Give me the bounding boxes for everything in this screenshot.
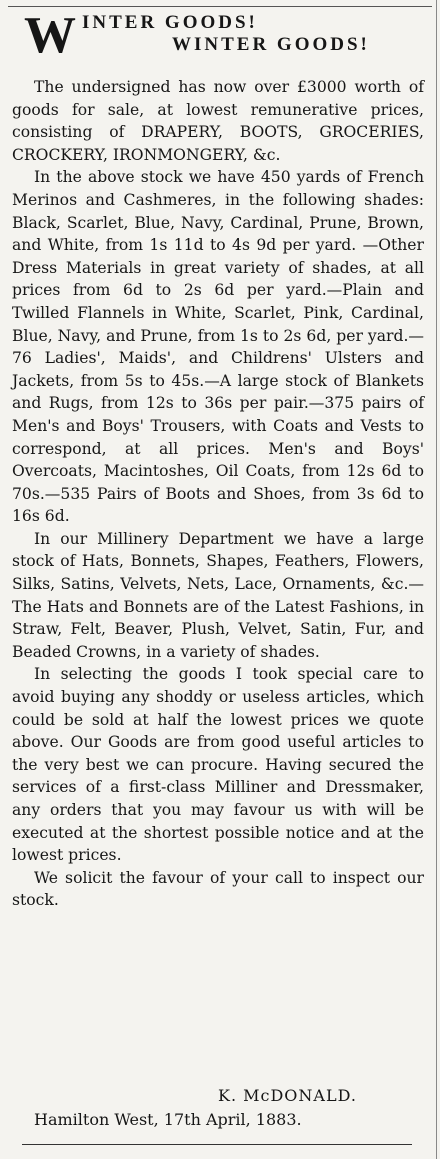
column-rule [436,0,437,1159]
advert-heading [12,4,432,66]
paragraph-stock: In the above stock we have 450 yards of French Merinos and Cashmeres, in the following shades: Black, Scarlet, Blue, Navy, Cardinal, Prune, Brown, and White, from 1s 11d to 4s 9d per yard. —Other Dress Materials in great variety of shades, at all prices from 6d to 2s 6d per yard.—Plain and Twilled Flannels in White, Scarlet, Pink, Cardinal, Blue, Navy, and Prune, from 1s to 2s 6d, per yard.—76 Ladies', Maids', and Childrens' Ulsters and Jackets, from 5s to 45s.—A large stock of Blankets and Rugs, from 12s to 36s per pair.—375 pairs of Men's and Boys' Trousers, with Coats and Vests to correspond, at all prices. Men's and Boys' Overcoats, Macintoshes, Oil Coats, from 12s 6d to 70s.—535 Pairs of Boots and Shoes, from 3s 6d to 16s 6d. [12,168,424,526]
paragraph-millinery: In our Millinery Department we have a large stock of Hats, Bonnets, Shapes, Feathers, Flowers, Silks, Satins, Velvets, Nets, Lace, Ornaments, &c.—The Hats and Bonnets are of the Latest Fashions, in Straw, Felt, Beaver, Plush, Velvet, Satin, Fur, and Beaded Crowns, in a variety of shades. [12,529,424,661]
paragraph-intro: The undersigned has now over £3000 worth of goods for sale, at lowest remunerative prices, consisting of DRAPERY, BOOTS, GROCERIES, CROCKERY, IRONMONGERY, &c. [12,78,424,164]
paragraph-quality: In selecting the goods I took special care to avoid buying any shoddy or useless articles, which could be sold at half the lowest prices we quote above. Our Goods are from good useful articles to the very best we can procure. Having secured the services of a first-class Milliner and Dressmaker, any orders that you may favour us with will be executed at the shortest possible notice and at the lowest prices. [12,665,424,865]
drop-cap: W [24,7,76,64]
advert-body [12,76,424,912]
bottom-rule [22,1144,412,1145]
signature: K. McDONALD. [218,1086,357,1105]
heading-line-2: WINTER GOODS! [172,34,370,55]
paragraph-closing: We solicit the favour of your call to inspect our stock. [12,868,424,910]
place-date: Hamilton West, 17th April, 1883. [34,1110,302,1129]
heading-line-1: INTER GOODS! [82,12,258,33]
